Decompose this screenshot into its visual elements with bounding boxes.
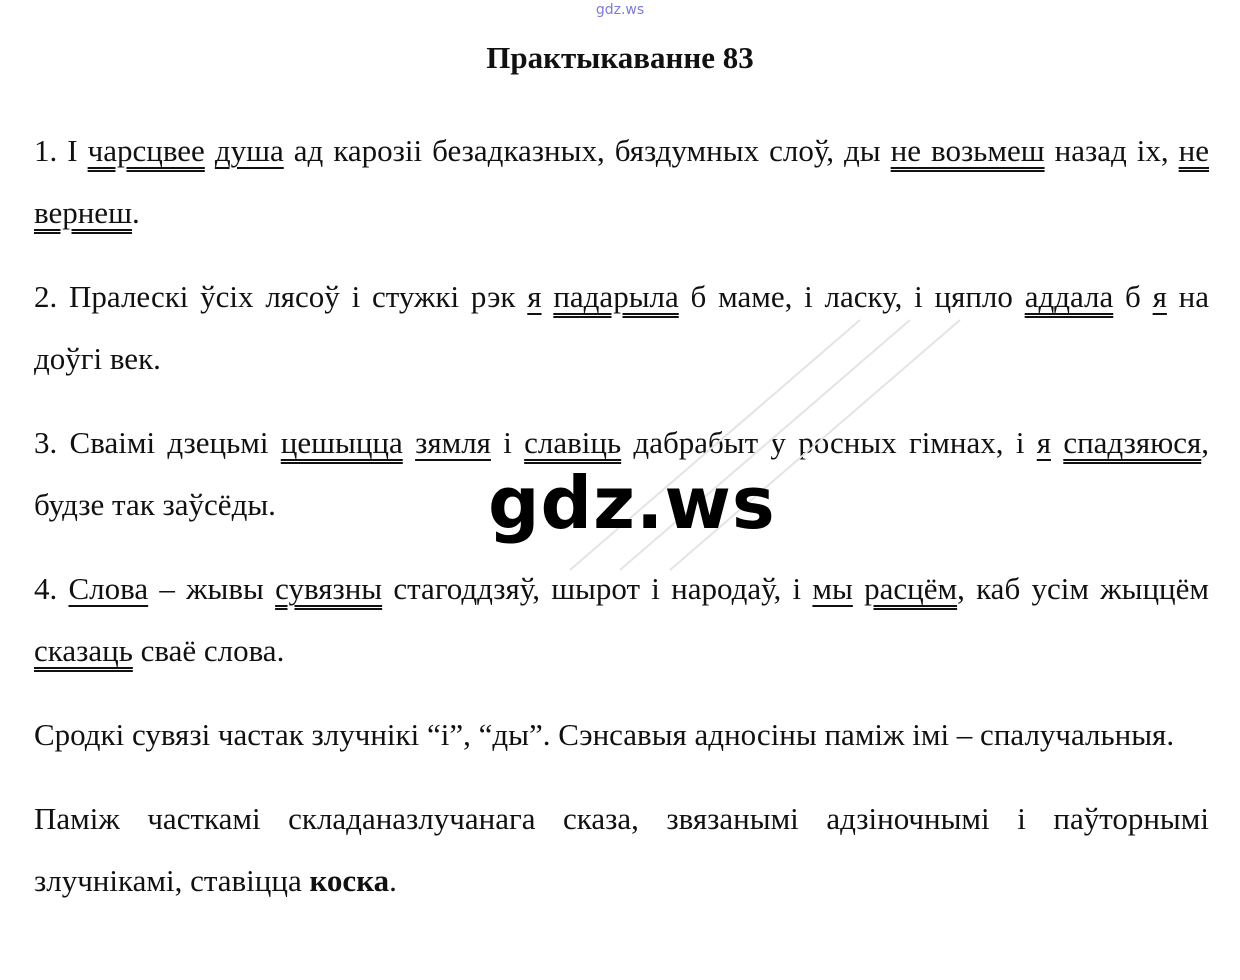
text-segment: і [490, 425, 525, 460]
paragraph [34, 704, 1209, 766]
predicate-word: аддала [1024, 279, 1114, 314]
text-segment: . [131, 195, 140, 230]
text-segment [1051, 425, 1063, 460]
text-segment: , каб усім жыццём [957, 571, 1210, 606]
text-segment: Сродкі сувязі частак злучнікі “і”, “ды”. Сэнсавыя адносіны паміж імі – спалучальныя. [34, 717, 1175, 752]
predicate-word: чарсцвее [87, 133, 205, 168]
predicate-word: расцём [864, 571, 958, 606]
predicate-word: спадзяюся [1063, 425, 1202, 460]
paragraph [34, 558, 1209, 682]
text-segment: 3. Сваімі дзецьмі [34, 425, 281, 460]
predicate-word: не возьмеш [890, 133, 1045, 168]
text-segment: 1. І [34, 133, 88, 168]
predicate-word: цешыцца [280, 425, 403, 460]
text-segment: Паміж часткамі складаназлучанага сказа, звязанымі адзіночнымі і паўторнымі злучнікамі, ставіцца [34, 801, 1209, 898]
text-segment [542, 279, 554, 314]
text-segment [205, 133, 215, 168]
text-segment: сваё слова. [132, 633, 285, 668]
subject-word: я [1152, 279, 1167, 314]
subject-word: душа [214, 133, 284, 168]
subject-word: я [1036, 425, 1051, 460]
predicate-word: славіць [524, 425, 622, 460]
text-segment: 2. Пралескі ўсіх лясоў і стужкі рэк [34, 279, 528, 314]
predicate-word: не вернеш [34, 133, 1210, 230]
predicate-word: сувязны [275, 571, 383, 606]
text-segment [403, 425, 415, 460]
bold-word: коска [309, 863, 390, 898]
paragraph [34, 266, 1209, 390]
text-segment: 4. [34, 571, 69, 606]
page-title: Практыкаванне 83 [486, 40, 754, 75]
text-segment: , будзе так заўсёды. [34, 425, 1210, 522]
subject-word: зямля [415, 425, 491, 460]
text-segment: дабрабыт у росных гімнах, і [621, 425, 1037, 460]
text-segment: . [389, 863, 397, 898]
text-segment: – жывы [148, 571, 276, 606]
text-segment: б маме, і ласку, і цяпло [678, 279, 1025, 314]
predicate-word: падарыла [553, 279, 679, 314]
subject-word: я [527, 279, 542, 314]
predicate-word: сказаць [34, 633, 133, 668]
text-segment: стагоддзяў, шырот і народаў, і [382, 571, 813, 606]
text-segment [853, 571, 864, 606]
text-segment: б [1113, 279, 1153, 314]
subject-word: мы [812, 571, 853, 606]
center-watermark: gdz.ws [488, 461, 776, 545]
paragraph [34, 120, 1209, 244]
text-segment: назад іх, [1044, 133, 1179, 168]
text-segment: ад карозіі безадказных, бяздумных слоў, ды [283, 133, 891, 168]
text-segment: на доўгі век. [34, 279, 1210, 376]
subject-word: Слова [68, 571, 149, 606]
paragraph [34, 788, 1209, 912]
top-watermark: gdz.ws [595, 2, 645, 18]
